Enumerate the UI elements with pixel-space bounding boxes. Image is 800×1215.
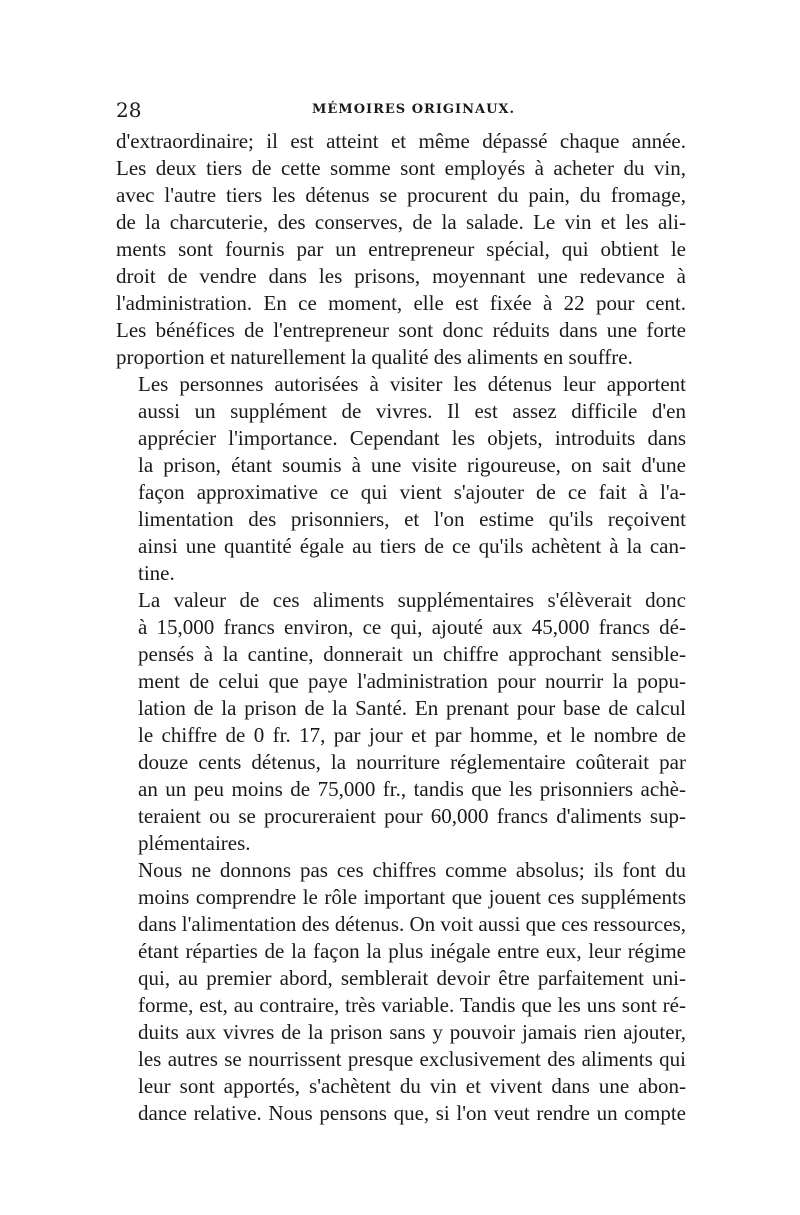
text-line: droit de vendre dans les prisons, moyennant une redevance à	[116, 264, 686, 288]
text-line: proportion et naturellement la qualité des aliments en souffre.	[116, 345, 633, 369]
running-head	[116, 98, 686, 122]
text-line: limentation des prisonniers, et l'on estime qu'ils reçoivent	[138, 507, 686, 531]
text-line: lation de la prison de la Santé. En prenant pour base de calcul	[138, 696, 686, 720]
text-line: pensés à la cantine, donnerait un chiffre approchant sensible-	[138, 642, 686, 666]
running-title: MÉMOIRES ORIGINAUX.	[312, 102, 516, 117]
text-line: duits aux vivres de la prison sans y pouvoir jamais rien ajouter,	[138, 1020, 686, 1044]
text-line: étant réparties de la façon la plus inégale entre eux, leur régime	[138, 939, 686, 963]
text-line: teraient ou se procureraient pour 60,000 francs d'aliments sup-	[138, 804, 686, 828]
text-line: dans l'alimentation des détenus. On voit aussi que ces ressources,	[138, 912, 686, 936]
text-line: douze cents détenus, la nourriture réglementaire coûterait par	[138, 750, 686, 774]
text-line: apprécier l'importance. Cependant les objets, introduits dans	[138, 426, 686, 450]
text-line: d'extraordinaire; il est atteint et même dépassé chaque année.	[116, 129, 686, 153]
text-line: l'administration. En ce moment, elle est fixée à 22 pour cent.	[116, 291, 686, 315]
text-line: ment de celui que paye l'administration pour nourrir la popu-	[138, 669, 686, 693]
text-line: ments sont fournis par un entrepreneur spécial, qui obtient le	[116, 237, 686, 261]
text-line: aussi un supplément de vivres. Il est assez difficile d'en	[138, 399, 686, 423]
text-line: de la charcuterie, des conserves, de la salade. Le vin et les ali-	[116, 210, 686, 234]
text-line: dance relative. Nous pensons que, si l'on veut rendre un compte	[138, 1101, 686, 1125]
text-line: La valeur de ces aliments supplémentaires s'élèverait donc	[138, 588, 686, 612]
body-text	[116, 128, 686, 1127]
text-line: Les bénéfices de l'entrepreneur sont donc réduits dans une forte	[116, 318, 686, 342]
text-line: tine.	[138, 561, 175, 585]
paragraph	[116, 371, 686, 587]
page-number: 28	[116, 98, 142, 122]
paragraph	[116, 587, 686, 857]
text-line: an un peu moins de 75,000 fr., tandis que les prisonniers achè-	[138, 777, 686, 801]
text-line: les autres se nourrissent presque exclusivement des aliments qui	[138, 1047, 686, 1071]
text-line: avec l'autre tiers les détenus se procurent du pain, du fromage,	[116, 183, 686, 207]
text-line: Les deux tiers de cette somme sont employés à acheter du vin,	[116, 156, 686, 180]
paragraph	[116, 857, 686, 1127]
text-line: Nous ne donnons pas ces chiffres comme absolus; ils font du	[138, 858, 686, 882]
text-line: à 15,000 francs environ, ce qui, ajouté aux 45,000 francs dé-	[138, 615, 686, 639]
text-line: leur sont apportés, s'achètent du vin et vivent dans une abon-	[138, 1074, 686, 1098]
text-line: ainsi une quantité égale au tiers de ce qu'ils achètent à la can-	[138, 534, 686, 558]
text-line: qui, au premier abord, semblerait devoir être parfaitement uni-	[138, 966, 686, 990]
text-line: forme, est, au contraire, très variable. Tandis que les uns sont ré-	[138, 993, 686, 1017]
paragraph	[116, 128, 686, 371]
text-line: la prison, étant soumis à une visite rigoureuse, on sait d'une	[138, 453, 686, 477]
text-line: Les personnes autorisées à visiter les détenus leur apportent	[138, 372, 686, 396]
text-line: moins comprendre le rôle important que jouent ces suppléments	[138, 885, 686, 909]
text-line: le chiffre de 0 fr. 17, par jour et par homme, et le nombre de	[138, 723, 686, 747]
text-line: plémentaires.	[138, 831, 251, 855]
text-line: façon approximative ce qui vient s'ajouter de ce fait à l'a-	[138, 480, 686, 504]
